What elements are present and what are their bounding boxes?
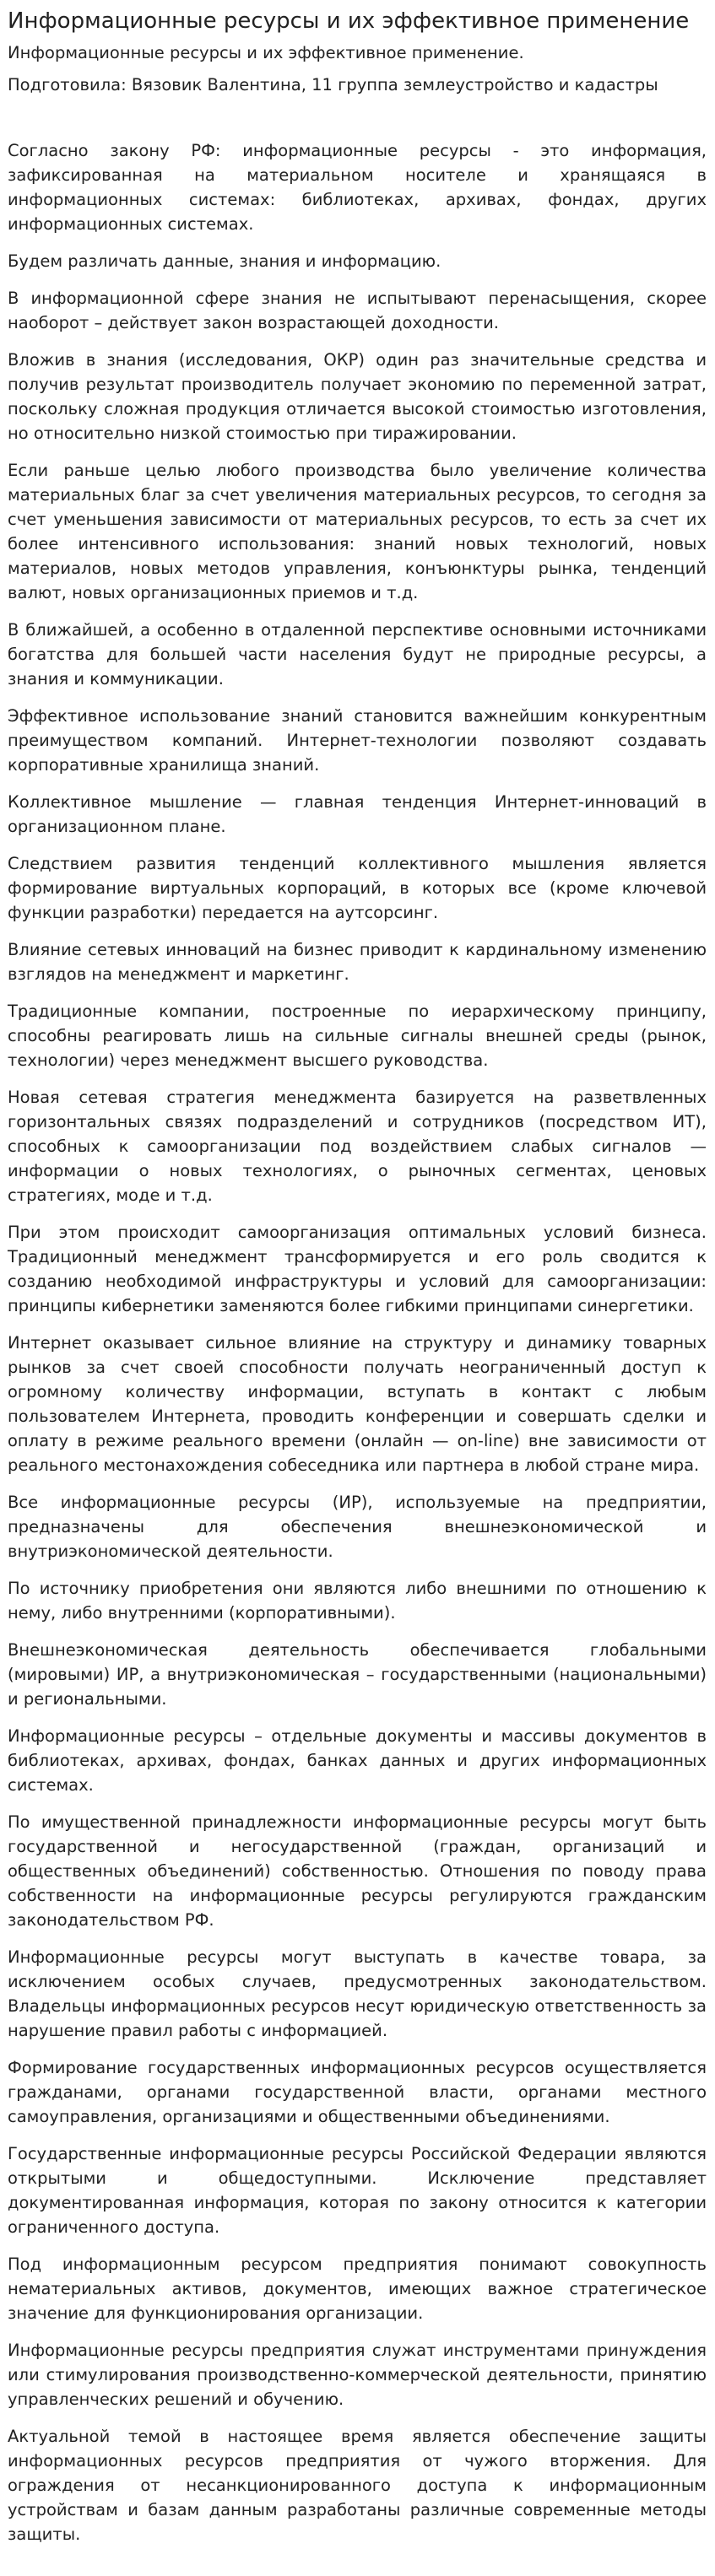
paragraph: При этом происходит самоорганизация оптимальных условий бизнеса. Традиционный менеджмент трансформируется и его роль сводится к созданию необходимой инфраструктуры и условий для самоорганизации: принципы кибернетики заменяются более гибкими принципами синергетики. — [8, 1223, 707, 1315]
paragraph: Новая сетевая стратегия менеджмента базируется на разветвленных горизонтальных связях подразделений и сотрудников (посредством ИТ), способных к самоорганизации под воздействием слабых сигналов — информации о новых технологиях, о рыночных сегментах, ценовых стратегиях, моде и т.д. — [8, 1088, 707, 1205]
paragraph: Под информационным ресурсом предприятия понимают совокупность нематериальных активов, документов, имеющих важное стратегическое значение для функционирования организации. — [8, 2255, 707, 2323]
article-title: Информационные ресурсы и их эффективное применение — [8, 8, 690, 34]
paragraph: Согласно закону РФ: информационные ресурсы - это информация, зафиксированная на материальном носителе и хранящаяся в информационных системах: библиотеках, архивах, фондах, других информационных системах. — [8, 141, 707, 234]
paragraph: По имущественной принадлежности информационные ресурсы могут быть государственной и негосударственной (граждан, организаций и общественных объединений) собственностью. Отношения по поводу права собственности на информационные ресурсы регулируются гражданским законодательством РФ. — [8, 1812, 707, 1930]
paragraph: Влияние сетевых инноваций на бизнес приводит к кардинальному изменению взглядов на менеджмент и маркетинг. — [8, 940, 707, 984]
paragraph: Эффективное использование знаний становится важнейшим конкурентным преимуществом компаний. Интернет-технологии позволяют создавать корпоративные хранилища знаний. — [8, 706, 707, 775]
paragraph: В информационной сфере знания не испытывают перенасыщения, скорее наоборот – действует закон возрастающей доходности. — [8, 289, 707, 332]
article-subtitle: Информационные ресурсы и их эффективное применение. — [8, 43, 524, 62]
paragraph: По источнику приобретения они являются либо внешними по отношению к нему, либо внутренними (корпоративными). — [8, 1579, 707, 1623]
article-author: Подготовила: Вязовик Валентина, 11 группа землеустройство и кадастры — [8, 75, 658, 95]
paragraph: Формирование государственных информационных ресурсов осуществляется гражданами, органами государственной власти, органами местного самоуправления, организациями и общественными объединениями. — [8, 2058, 707, 2126]
paragraph: Информационные ресурсы предприятия служат инструментами принуждения или стимулирования производственно-коммерческой деятельности, принятию управленческих решений и обучению. — [8, 2341, 707, 2409]
paragraph: Если раньше целью любого производства было увеличение количества материальных благ за счет увеличения материальных ресурсов, то сегодня за счет уменьшения зависимости от материальных ресурсов, то есть за счет их более интенсивного использования: знаний новых технологий, новых материалов, новых методов управления, конъюнктуры рынка, тенденций валют, новых организационных приемов и т.д. — [8, 461, 707, 602]
paragraph: Будем различать данные, знания и информацию. — [8, 251, 441, 271]
paragraph: Интернет оказывает сильное влияние на структуру и динамику товарных рынков за счет своей способности получать неограниченный доступ к огромному количеству информации, вступать в контакт с любым пользователем Интернета, проводить конференции и совершать сделки и оплату в режиме реального времени (онлайн — on-line) вне зависимости от реального местонахождения собеседника или партнера в любой стране мира. — [8, 1333, 707, 1475]
paragraph: Информационные ресурсы могут выступать в качестве товара, за исключением особых случаев, предусмотренных законодательством. Владельцы информационных ресурсов несут юридическую ответственность за нарушение правил работы с информацией. — [8, 1947, 707, 2040]
paragraph: Государственные информационные ресурсы Российской Федерации являются открытыми и общедоступными. Исключение представляет документированная информация, которая по закону относится к категории ограниченного доступа. — [8, 2144, 707, 2237]
paragraph: Следствием развития тенденций коллективного мышления является формирование виртуальных корпораций, в которых все (кроме ключевой функции разработки) передается на аутсорсинг. — [8, 854, 707, 922]
paragraph: В ближайшей, а особенно в отдаленной перспективе основными источниками богатства для большей части населения будут не природные ресурсы, а знания и коммуникации. — [8, 620, 707, 689]
paragraph: Информационные ресурсы – отдельные документы и массивы документов в библиотеках, архивах, фондах, банках данных и других информационных системах. — [8, 1726, 707, 1795]
paragraph: Все информационные ресурсы (ИР), используемые на предприятии, предназначены для обеспечения внешнеэкономической и внутриэкономической деятельности. — [8, 1493, 707, 1561]
paragraph: Традиционные компании, построенные по иерархическому принципу, способны реагировать лишь на сильные сигналы внешней среды (рынок, технологии) через менеджмент высшего руководства. — [8, 1002, 707, 1070]
article-body — [8, 138, 707, 2546]
paragraph: Коллективное мышление — главная тенденция Интернет-инноваций в организационном плане. — [8, 792, 707, 836]
paragraph: Вложив в знания (исследования, ОКР) один раз значительные средства и получив результат производитель получает экономию по переменной затрат, поскольку сложная продукция отличается высокой стоимостью изготовления, но относительно низкой стоимостью при тиражировании. — [8, 350, 707, 443]
paragraph: Актуальной темой в настоящее время является обеспечение защиты информационных ресурсов предприятия от чужого вторжения. Для ограждения от несанкционированного доступа к информационным устройствам и базам данным разработаны различные современные методы защиты. — [8, 2427, 707, 2544]
paragraph: Внешнеэкономическая деятельность обеспечивается глобальными (мировыми) ИР, а внутриэкономическая – государственными (национальными) и региональными. — [8, 1640, 707, 1709]
